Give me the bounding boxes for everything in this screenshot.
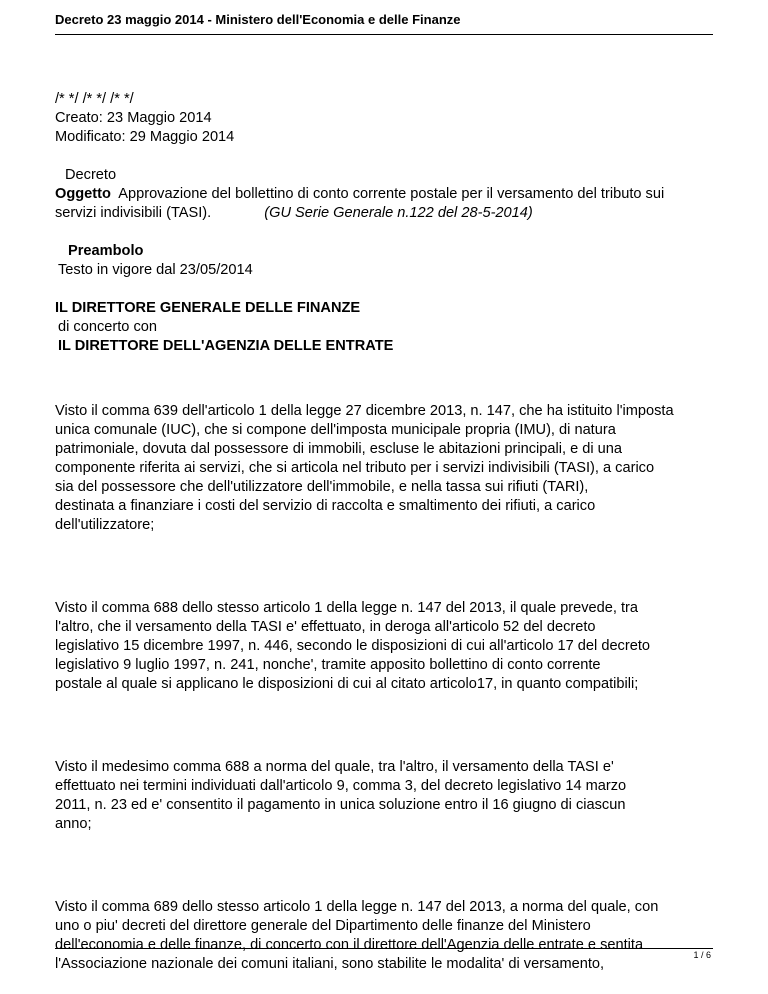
concerto-text: di concerto con xyxy=(58,319,157,335)
direttore-agenzia-heading: IL DIRETTORE DELL'AGENZIA DELLE ENTRATE xyxy=(58,338,394,354)
paragraph-comma-639: Visto il comma 639 dell'articolo 1 della legge 27 dicembre 2013, n. 147, che ha istituito l'imposta unica comunale (IUC), che si compone dell'imposta municipale propria (IMU), di natura patrimoniale, dovuta dal possessore di immobili, escluse le abitazioni principali, e di una componente riferita ai servizi, che si articola nel tributo per i servizi indivisibili (TASI), a carico sia del possessore che dell'utilizzatore dell'immobile, e nella tassa sui rifiuti (TARI), destinata a finanziare i costi del servizio di raccolta e smaltimento dei rifiuti, a carico dell'utilizzatore; xyxy=(55,403,674,533)
oggetto-text-line2: servizi indivisibili (TASI). xyxy=(55,205,212,221)
header-rule xyxy=(55,34,713,35)
page-header-title: Decreto 23 maggio 2014 - Ministero dell'Economia e delle Finanze xyxy=(55,12,461,27)
page-number: 1 / 6 xyxy=(693,950,711,960)
preambolo-title: Preambolo xyxy=(68,243,144,259)
oggetto-line xyxy=(55,185,715,204)
oggetto-label: Oggetto xyxy=(55,186,111,202)
oggetto-text-line1: Approvazione del bollettino di conto corrente postale per il versamento del tributo sui xyxy=(110,186,665,202)
footer-rule xyxy=(55,948,713,949)
document-body xyxy=(55,90,715,974)
paragraph-comma-688: Visto il comma 688 dello stesso articolo 1 della legge n. 147 del 2013, il quale prevede, tra l'altro, che il versamento della TASI e' effettuato, in deroga all'articolo 52 del decreto legislativo 15 dicembre 1997, n. 446, secondo le disposizioni di cui all'articolo 17 del decreto legislativo 9 luglio 1997, n. 241, nonche', tramite apposito bollettino di conto corrente postale al quale si applicano le disposizioni di cui al citato articolo17, in quanto compatibili; xyxy=(55,600,651,692)
paragraph-comma-689: Visto il comma 689 dello stesso articolo 1 della legge n. 147 del 2013, a norma del quale, con uno o piu' decreti del direttore generale del Dipartimento delle finanze del Ministero dell'economia e delle finanze, di concerto con il direttore dell'Agenzia delle entrate e sentita l'Associazione nazionale dei comuni italiani, sono stabilite le modalita' di versamento, xyxy=(55,899,659,972)
gazzetta-reference: (GU Serie Generale n.122 del 28-5-2014) xyxy=(264,205,533,221)
created-date: Creato: 23 Maggio 2014 xyxy=(55,110,212,126)
oggetto-line-2 xyxy=(55,204,715,223)
decreto-label: Decreto xyxy=(65,167,117,183)
direttore-generale-heading: IL DIRETTORE GENERALE DELLE FINANZE xyxy=(55,300,361,316)
vigore-text: Testo in vigore dal 23/05/2014 xyxy=(58,262,253,278)
paragraph-comma-688-termini: Visto il medesimo comma 688 a norma del quale, tra l'altro, il versamento della TASI e' effettuato nei termini individuati dall'articolo 9, comma 3, del decreto legislativo 14 marzo 2011, n. 23 ed e' consentito il pagamento in unica soluzione entro il 16 giugno di ciascun anno; xyxy=(55,759,627,832)
modified-date: Modificato: 29 Maggio 2014 xyxy=(55,129,235,145)
comment-markers: /* */ /* */ /* */ xyxy=(55,91,134,107)
